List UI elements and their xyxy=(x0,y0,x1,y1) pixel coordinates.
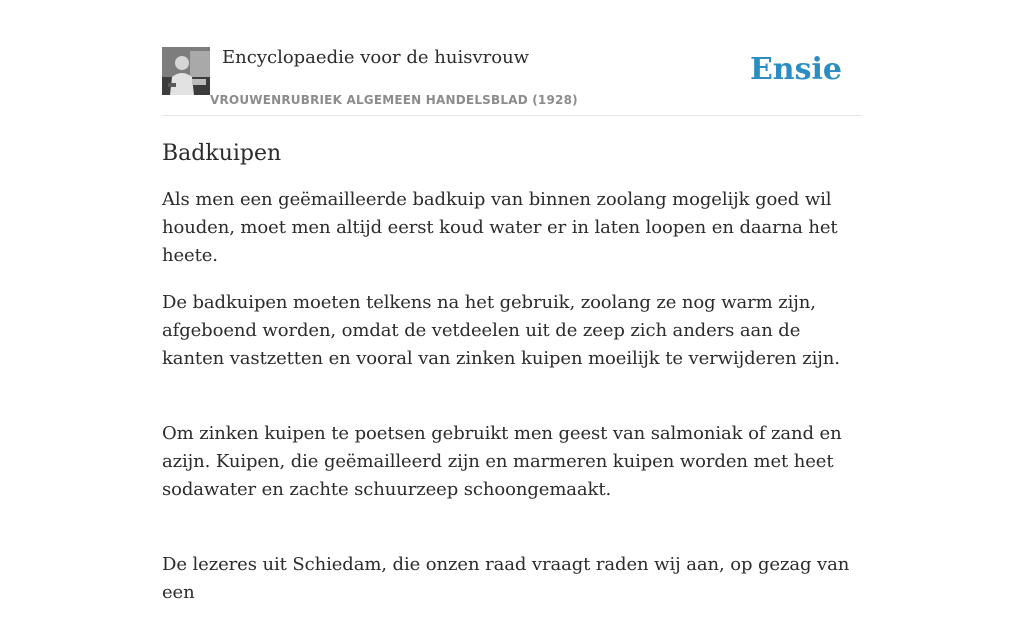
article-paragraph: De lezeres uit Schiedam, die onzen raad vraagt raden wij aan, op gezag van een xyxy=(162,554,850,603)
article xyxy=(162,136,867,626)
avatar[interactable] xyxy=(162,47,210,95)
article-title: Badkuipen xyxy=(162,141,282,166)
site-header xyxy=(162,46,862,116)
ensie-logo[interactable]: Ensie xyxy=(749,52,842,87)
article-paragraph: Als men een geëmailleerde badkuip van binnen zoolang mogelijk goed wil houden, moet men altijd eerst koud water er in laten loopen en daarna het heete. xyxy=(162,189,838,266)
article-paragraph: De badkuipen moeten telkens na het gebruik, zoolang ze nog warm zijn, afgeboend worden, omdat de vetdeelen uit de zeep zich anders aan de kanten vastzetten en vooral van zinken kuipen moeilijk te verwijderen zijn. xyxy=(162,292,840,369)
site-title[interactable]: Encyclopaedie voor de huisvrouw xyxy=(222,47,530,68)
portrait-image xyxy=(162,47,210,95)
article-paragraph: Om zinken kuipen te poetsen gebruikt men geest van salmoniak of zand en azijn. Kuipen, die geëmailleerd zijn en marmeren kuipen worden met heet sodawater en zachte schuurzeep schoongemaakt. xyxy=(162,423,842,500)
site-subtitle: VROUWENRUBRIEK ALGEMEEN HANDELSBLAD (1928) xyxy=(210,93,578,107)
